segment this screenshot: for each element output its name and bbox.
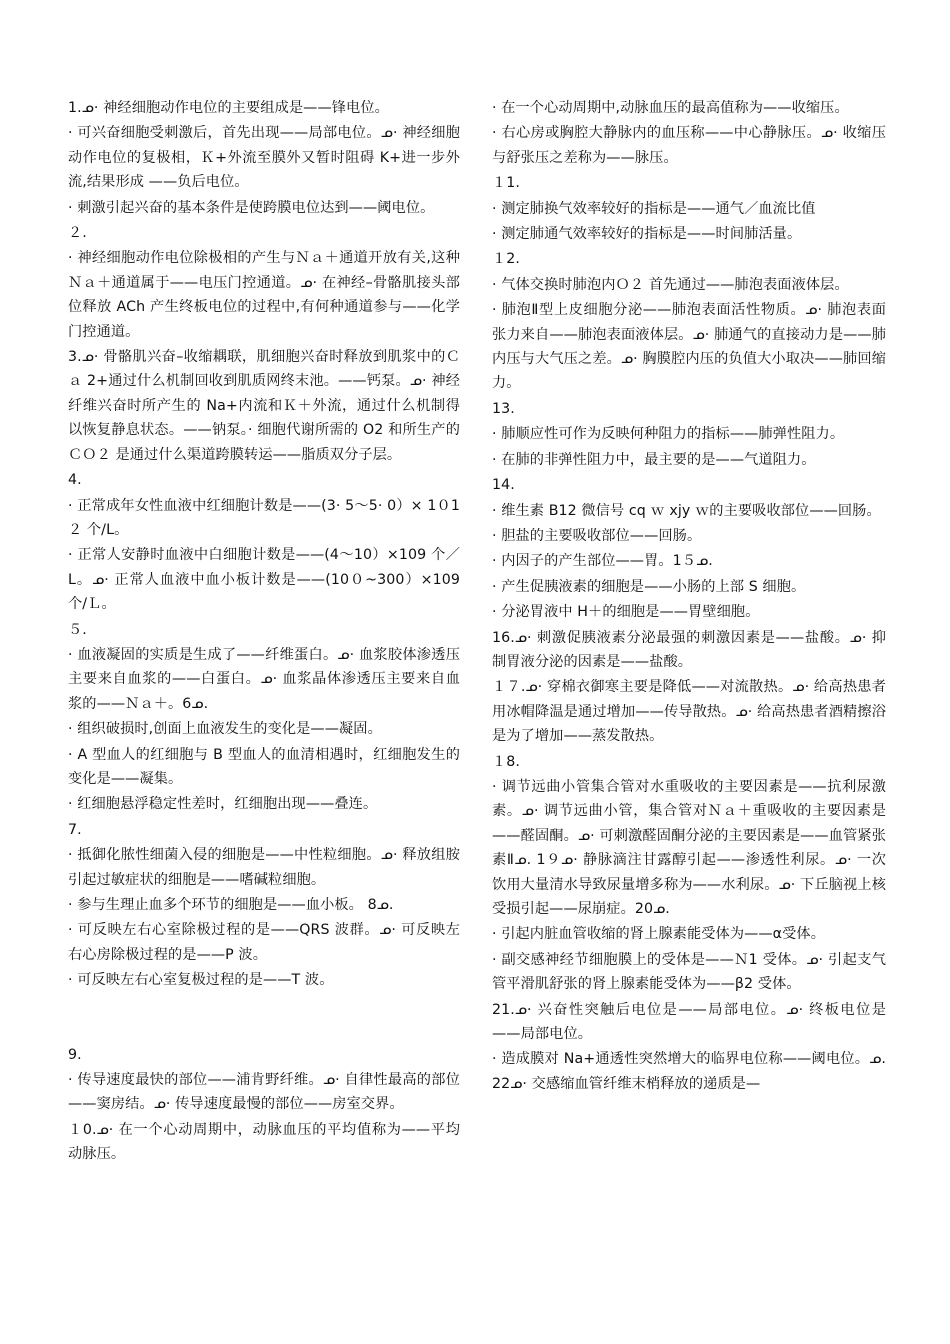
paragraph: · 调节远曲小管集合管对水重吸收的主要因素是——抗利尿激素。ᓄ· 调节远曲小管，集合管对Ｎａ＋重吸收的主要因素是——醛固酮。ᓄ· 可刺激醛固酮分泌的主要因素是——血管紧张素Ⅱᓄ. 1９ᓄ· 静脉滴注甘露醇引起——渗透性利尿。ᓄ· 一次饮用大量清水导致尿量增多称为——水利尿。ᓄ· 下丘脑视上核受损引起——尿崩症。20ᓄ.	[492, 778, 886, 917]
paragraph: １７.ᓄ· 穿棉衣御寒主要是降低——对流散热。ᓄ· 给高热患者用冰帽降温是通过增加——传导散热。ᓄ· 给高热患者酒精擦浴是为了增加——蒸发散热。	[492, 679, 886, 745]
paragraph: · 抵御化脓性细菌入侵的细胞是——中性粒细胞。ᓄ· 释放组胺引起过敏症状的细胞是——嗜碱粒细胞。	[68, 847, 460, 888]
paragraph: 3.ᓄ· 骨骼肌兴奋–收缩耦联，肌细胞兴奋时释放到肌浆中的Ｃａ 2+通过什么机制回收到肌质网终末池。——钙泵。ᓄ· 神经纤维兴奋时所产生的 Na+内流和Ｋ＋外流，通过什么机制得以恢复静息状态。——钠泵。· 细胞代谢所需的 O2 和所生产的ＣＯ２ 是通过什么渠道跨膜转运——脂质双分子层。	[68, 349, 460, 463]
paragraph: · 红细胞悬浮稳定性差时，红细胞出现——叠连。	[68, 796, 378, 813]
paragraph: · 内因子的产生部位——胃。1５ᓄ.	[492, 553, 713, 570]
section-number: 4.	[68, 472, 82, 489]
paragraph: · 可兴奋细胞受刺激后，首先出现——局部电位。ᓄ· 神经细胞动作电位的复极相，Ｋ+外流至膜外又暂时阻碍 K+进一步外流,结果形成 ——负后电位。	[68, 125, 460, 191]
paragraph: · 可反映左右心室除极过程的是——QRS 波群。ᓄ· 可反映左右心房除极过程的是——P 波。	[68, 922, 460, 963]
paragraph: · 血液凝固的实质是生成了——纤维蛋白。ᓄ· 血浆胶体渗透压主要来自血浆的——白蛋白。ᓄ· 血浆晶体渗透压主要来自血浆的——Ｎａ＋。6ᓄ.	[68, 646, 460, 712]
paragraph: · 产生促胰液素的细胞是——小肠的上部 S 细胞。	[492, 578, 806, 595]
paragraph: · 副交感神经节细胞膜上的受体是——Ｎ1 受体。ᓄ· 引起支气管平滑肌舒张的肾上腺素能受体为——β2 受体。	[492, 951, 886, 993]
section-number: 13.	[492, 400, 515, 417]
paragraph: 1.ᓄ· 神经细胞动作电位的主要组成是——锋电位。	[68, 100, 389, 116]
paragraph: · 肺泡Ⅱ型上皮细胞分泌——肺泡表面活性物质。ᓄ· 肺泡表面张力来自——肺泡表面液体层。ᓄ· 肺通气的直接动力是——肺内压与大气压之差。ᓄ· 胸膜腔内压的负值大小取决——肺回缩力。	[492, 302, 886, 392]
paragraph: · 神经细胞动作电位除极相的产生与Ｎａ＋通道开放有关,这种Ｎａ＋通道属于——电压门控通道。ᓄ· 在神经–骨骼肌接头部位释放 ACh 产生终板电位的过程中,有何种通道参与——化学门控通道。	[68, 250, 460, 340]
section-number: 9.	[68, 1046, 82, 1063]
paragraph: · 正常成年女性血液中红细胞计数是——(3· 5～5· 0）× 1０1２ 个/L。	[68, 497, 460, 538]
right-column	[492, 96, 886, 1097]
paragraph: · 分泌胃液中 H＋的细胞是——胃壁细胞。	[492, 604, 760, 621]
paragraph: · 刺激引起兴奋的基本条件是使跨膜电位达到——阈电位。	[68, 199, 435, 216]
paragraph: · A 型血人的红细胞与 B 型血人的血清相遇时，红细胞发生的变化是——凝集。	[68, 746, 460, 787]
paragraph: · 右心房或胸腔大静脉内的血压称——中心静脉压。ᓄ· 收缩压与舒张压之差称为——脉压。	[492, 125, 886, 166]
section-number: １8.	[492, 753, 521, 770]
paragraph: · 在一个心动周期中,动脉血压的最高值称为——收缩压。	[492, 100, 849, 116]
paragraph: · 气体交换时肺泡内Ｏ２ 首先通过——肺泡表面液体层。	[492, 276, 849, 293]
paragraph: · 造成膜对 Na+通透性突然增大的临界电位称——阈电位。ᓄ. 22ᓄ· 交感缩血管纤维末梢释放的递质是—	[492, 1051, 886, 1092]
paragraph: 16.ᓄ· 刺激促胰液素分泌最强的刺激因素是——盐酸。ᓄ· 抑制胃液分泌的因素是——盐酸。	[492, 629, 886, 670]
paragraph: · 肺顺应性可作为反映何种阻力的指标——肺弹性阻力。	[492, 426, 845, 443]
paragraph: · 在肺的非弹性阻力中，最主要的是——气道阻力。	[492, 451, 816, 468]
paragraph: · 胆盐的主要吸收部位——回肠。	[492, 527, 702, 544]
paragraph: · 组织破损时,创面上血液发生的变化是——凝固。	[68, 721, 382, 738]
paragraph: · 测定肺换气效率较好的指标是——通气／血流比值	[492, 200, 816, 217]
paragraph: １0.ᓄ· 在一个心动周期中，动脉血压的平均值称为——平均动脉压。	[68, 1121, 460, 1163]
section-number: 14.	[492, 477, 515, 494]
section-number: ２.	[68, 225, 87, 242]
paragraph: · 正常人安静时血液中白细胞计数是——(4～10）×109 个／L。ᓄ· 正常人血液中血小板计数是——(10０~300）×109 个/Ｌ。	[68, 547, 460, 613]
paragraph: · 引起内脏血管收缩的肾上腺素能受体为——α受体。	[492, 926, 825, 943]
paragraph: · 维生素 B12 微信号 cq ｗ xjy ｗ的主要吸收部位——回肠。	[492, 502, 881, 519]
paragraph: · 可反映左右心室复极过程的是——T 波。	[68, 972, 334, 989]
paragraph: · 测定肺通气效率较好的指标是——时间肺活量。	[492, 226, 802, 243]
paragraph: · 传导速度最快的部位——浦肯野纤维。ᓄ· 自律性最高的部位——窦房结。ᓄ· 传导速度最慢的部位——房室交界。	[68, 1072, 460, 1113]
section-number: 7.	[68, 821, 82, 838]
paragraph: · 参与生理止血多个环节的细胞是——血小板。 8ᓄ.	[68, 897, 394, 913]
section-number: １2.	[492, 251, 521, 268]
blank-space	[68, 994, 460, 1043]
section-number: １1.	[492, 175, 521, 192]
left-column	[68, 96, 460, 1168]
paragraph: 21.ᓄ· 兴奋性突触后电位是——局部电位。ᓄ· 终板电位是——局部电位。	[492, 1001, 886, 1043]
section-number: ５.	[68, 621, 87, 638]
